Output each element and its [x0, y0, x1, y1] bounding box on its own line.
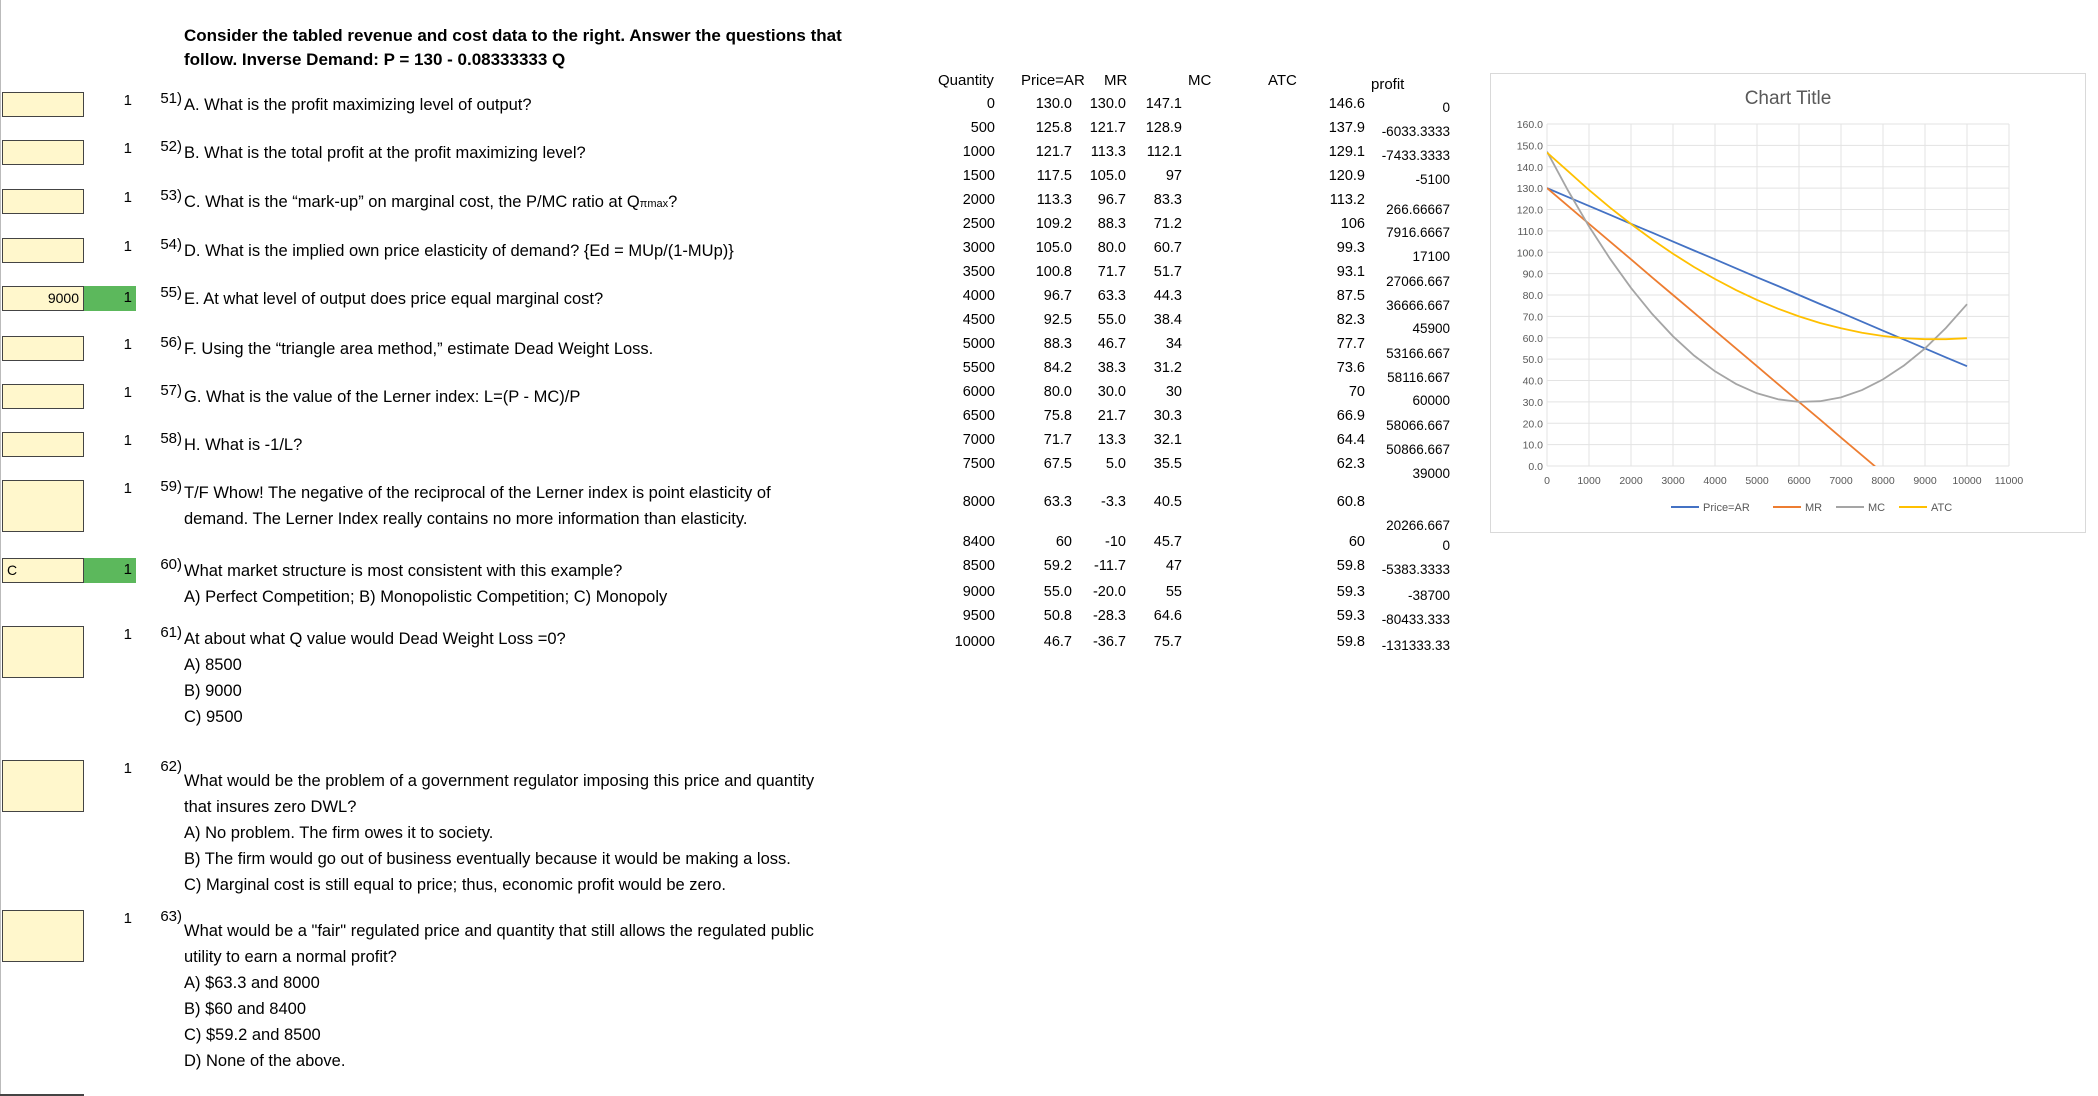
- table-cell: 93.1: [1336, 264, 1365, 280]
- table-cell: 67.5: [1043, 456, 1072, 472]
- table-cell: 88.3: [1043, 336, 1072, 352]
- points-cell: 1: [84, 558, 136, 583]
- question-line-text: G. What is the value of the Lerner index: L=(P - MC)/P: [184, 388, 581, 406]
- table-cell: 5500: [962, 360, 995, 376]
- table-cell: 10000: [954, 634, 995, 650]
- question-line-text: that insures zero DWL?: [184, 798, 357, 816]
- question-line-text: C) $59.2 and 8500: [184, 1026, 321, 1044]
- y-tick-label: 70.0: [1522, 311, 1543, 324]
- table-cell: 7000: [962, 432, 995, 448]
- table-cell: -36.7: [1092, 634, 1126, 650]
- question-line-text: A) $63.3 and 8000: [184, 974, 320, 992]
- table-cell: 71.7: [1043, 432, 1072, 448]
- table-cell: 128.9: [1145, 120, 1182, 136]
- question-line: [184, 944, 814, 970]
- question-line: [184, 238, 734, 264]
- question-line: [184, 652, 566, 678]
- question-line: [184, 92, 532, 118]
- table-cell: 58066.667: [1386, 418, 1450, 433]
- question-line-text: D) None of the above.: [184, 1052, 346, 1070]
- table-cell: 121.7: [1035, 144, 1072, 160]
- question-line-text: What would be the problem of a government regulator imposing this price and quantity: [184, 772, 815, 790]
- answer-value: C: [7, 562, 18, 578]
- y-tick-label: 140.0: [1516, 161, 1543, 174]
- answer-cell[interactable]: [2, 760, 84, 812]
- answer-value: 9000: [47, 290, 79, 306]
- answer-cell[interactable]: [2, 336, 84, 361]
- answer-cell[interactable]: [2, 238, 84, 263]
- subscript: πmax: [639, 198, 669, 210]
- table-cell: 62.3: [1336, 456, 1365, 472]
- answer-cell[interactable]: [2, 140, 84, 165]
- points-cell: 1: [123, 384, 132, 401]
- table-cell: 8500: [962, 558, 995, 574]
- table-cell: 129.1: [1328, 144, 1365, 160]
- table-cell: 71.7: [1097, 264, 1126, 280]
- question-line-text: B) 9000: [184, 682, 242, 700]
- points-cell: 1: [84, 286, 136, 311]
- question-text: [184, 336, 653, 362]
- table-cell: 130.0: [1089, 96, 1126, 112]
- table-cell: 60.8: [1336, 494, 1365, 510]
- table-cell: -38700: [1407, 588, 1450, 603]
- table-cell: 59.8: [1336, 634, 1365, 650]
- question-text: [184, 480, 771, 532]
- table-cell: 40.5: [1153, 494, 1182, 510]
- table-cell: 105.0: [1035, 240, 1072, 256]
- question-line: [184, 626, 566, 652]
- table-cell: 112.1: [1146, 144, 1182, 160]
- y-tick-label: 130.0: [1516, 183, 1543, 196]
- question-text: [184, 189, 677, 217]
- points-cell: 1: [123, 189, 132, 206]
- table-cell: 6000: [962, 384, 995, 400]
- question-line-text: F. Using the “triangle area method,” estimate Dead Weight Loss.: [184, 340, 654, 358]
- question-line: [184, 846, 814, 872]
- answer-cell[interactable]: [2, 432, 84, 457]
- question-line-text: C. What is the “mark-up” on marginal cost, the P/MC ratio at Q: [184, 193, 640, 211]
- legend-label: Price=AR: [1703, 502, 1750, 514]
- table-cell: 8000: [962, 494, 995, 510]
- question-line-text: T/F Whow! The negative of the reciprocal of the Lerner index is point elasticity of: [184, 484, 771, 502]
- table-cell: 75.7: [1153, 634, 1182, 650]
- table-cell: 7500: [962, 456, 995, 472]
- table-cell: 38.3: [1097, 360, 1126, 376]
- question-line: [184, 996, 814, 1022]
- table-header: Quantity: [938, 72, 994, 89]
- points-cell: 1: [123, 238, 132, 255]
- table-cell: 146.6: [1328, 96, 1365, 112]
- table-cell: 21.7: [1097, 408, 1126, 424]
- table-cell: 125.8: [1035, 120, 1072, 136]
- y-tick-label: 0.0: [1528, 461, 1543, 473]
- question-line: [184, 918, 814, 944]
- intro-line-1: Consider the tabled revenue and cost data to the right. Answer the questions that: [184, 26, 842, 45]
- table-cell: 59.2: [1043, 558, 1072, 574]
- table-cell: 6500: [962, 408, 995, 424]
- table-cell: 47: [1165, 558, 1182, 574]
- table-cell: 9500: [962, 608, 995, 624]
- question-line-text: H. What is -1/L?: [184, 436, 303, 454]
- table-cell: 50866.667: [1386, 442, 1450, 457]
- question-number: 63): [160, 908, 182, 925]
- table-cell: 109.2: [1035, 216, 1072, 232]
- table-cell: -11.7: [1094, 558, 1126, 574]
- table-cell: 113.3: [1036, 192, 1072, 208]
- chart-title: Chart Title: [1744, 88, 1832, 109]
- table-cell: 137.9: [1328, 120, 1365, 136]
- question-text: [184, 558, 667, 610]
- y-tick-label: 90.0: [1522, 268, 1543, 281]
- table-cell: -10: [1105, 534, 1126, 550]
- table-cell: 130.0: [1035, 96, 1072, 112]
- table-cell: -5383.3333: [1381, 562, 1450, 577]
- answer-cell[interactable]: [2, 286, 84, 311]
- question-text: [184, 92, 532, 118]
- points-cell: 1: [123, 760, 132, 777]
- y-tick-label: 60.0: [1522, 332, 1543, 345]
- question-line: [184, 480, 771, 506]
- table-cell: 46.7: [1043, 634, 1072, 650]
- table-cell: 46.7: [1097, 336, 1126, 352]
- table-cell: 34: [1165, 336, 1182, 352]
- y-tick-label: 30.0: [1522, 396, 1543, 409]
- answer-cell[interactable]: [2, 480, 84, 532]
- table-cell: 60: [1055, 534, 1072, 550]
- question-line: [184, 506, 771, 532]
- y-tick-label: 50.0: [1522, 354, 1543, 367]
- table-cell: 13.3: [1097, 432, 1126, 448]
- table-cell: 66.9: [1336, 408, 1365, 424]
- table-cell: -6033.3333: [1381, 124, 1450, 139]
- legend-label: MC: [1868, 502, 1886, 514]
- question-line: [184, 584, 667, 610]
- x-tick-label: 2000: [1619, 475, 1643, 487]
- question-text: [184, 432, 302, 458]
- table-cell: 500: [970, 120, 995, 136]
- question-line-text: demand. The Lerner Index really contains no more information than elasticity.: [184, 510, 748, 528]
- table-cell: 31.2: [1153, 360, 1182, 376]
- line-chart: [1491, 74, 2085, 532]
- question-line: [184, 820, 814, 846]
- question-line: [184, 970, 814, 996]
- table-cell: 17100: [1412, 249, 1450, 264]
- table-cell: 60.7: [1153, 240, 1182, 256]
- question-number: 62): [160, 758, 182, 775]
- table-cell: 20266.667: [1386, 518, 1450, 533]
- table-cell: -28.3: [1092, 608, 1126, 624]
- table-cell: 45900: [1412, 321, 1450, 336]
- table-cell: 55: [1165, 584, 1182, 600]
- question-line: [184, 384, 580, 410]
- y-tick-label: 120.0: [1516, 204, 1543, 217]
- table-cell: 30.0: [1097, 384, 1126, 400]
- table-cell: 30: [1165, 384, 1182, 400]
- question-number: 57): [160, 382, 182, 399]
- chart-frame: [1490, 73, 2086, 533]
- question-line-text: B. What is the total profit at the profit maximizing level?: [184, 144, 586, 162]
- table-cell: 1500: [962, 168, 995, 184]
- question-text: [184, 238, 734, 264]
- question-line-text: utility to earn a normal profit?: [184, 948, 397, 966]
- points-cell: 1: [123, 92, 132, 109]
- question-line: [184, 704, 566, 730]
- table-cell: 7916.6667: [1386, 225, 1450, 240]
- table-header: ATC: [1268, 72, 1297, 89]
- table-cell: 83.3: [1153, 192, 1182, 208]
- y-tick-label: 110.0: [1517, 225, 1543, 238]
- question-number: 54): [160, 236, 182, 253]
- question-line: [184, 768, 814, 794]
- question-line-text: D. What is the implied own price elasticity of demand? {Ed = MUp/(1-MUp)}: [184, 242, 734, 260]
- table-cell: 63.3: [1043, 494, 1072, 510]
- table-cell: 71.2: [1153, 216, 1182, 232]
- answer-cell[interactable]: [2, 910, 84, 962]
- y-tick-label: 100.0: [1516, 247, 1543, 260]
- question-line: [184, 678, 566, 704]
- table-cell: 0: [1442, 100, 1450, 115]
- table-cell: 99.3: [1336, 240, 1365, 256]
- question-number: 52): [160, 138, 182, 155]
- question-number: 59): [160, 478, 182, 495]
- table-cell: -131333.33: [1381, 638, 1450, 653]
- question-text: [184, 286, 603, 312]
- answer-cell[interactable]: [2, 92, 84, 117]
- question-line-text: A. What is the profit maximizing level of output?: [184, 96, 532, 114]
- table-cell: 55.0: [1043, 584, 1072, 600]
- table-cell: 147.1: [1145, 96, 1182, 112]
- table-cell: 80.0: [1097, 240, 1126, 256]
- question-line-text: A) No problem. The firm owes it to society.: [184, 824, 494, 842]
- y-tick-label: 10.0: [1522, 439, 1543, 452]
- x-tick-label: 7000: [1829, 475, 1853, 487]
- question-text: [184, 384, 580, 410]
- question-text: [184, 626, 566, 730]
- table-header: profit: [1371, 76, 1405, 93]
- table-cell: 5.0: [1105, 456, 1126, 472]
- x-tick-label: 10000: [1952, 475, 1982, 487]
- table-cell: 53166.667: [1386, 346, 1450, 361]
- points-cell: 1: [123, 140, 132, 157]
- table-cell: 59.3: [1336, 608, 1365, 624]
- answer-cell[interactable]: [2, 626, 84, 678]
- table-header: Price=AR: [1021, 72, 1085, 89]
- question-line-text: At about what Q value would Dead Weight Loss =0?: [184, 630, 566, 648]
- table-cell: -3.3: [1101, 494, 1126, 510]
- question-line: [184, 286, 603, 312]
- points-cell: 1: [123, 480, 132, 497]
- table-cell: 59.3: [1336, 584, 1365, 600]
- x-tick-label: 0: [1544, 475, 1550, 487]
- question-number: 61): [160, 624, 182, 641]
- table-cell: 9000: [962, 584, 995, 600]
- table-cell: 39000: [1412, 466, 1450, 481]
- question-line-text: B) $60 and 8400: [184, 1000, 307, 1018]
- table-cell: 96.7: [1043, 288, 1072, 304]
- table-cell: 60000: [1412, 393, 1450, 408]
- table-cell: 27066.667: [1386, 274, 1450, 289]
- question-line-text: C) 9500: [184, 708, 243, 726]
- table-cell: 113.3: [1090, 144, 1126, 160]
- table-cell: 88.3: [1097, 216, 1126, 232]
- question-line: [184, 794, 814, 820]
- table-cell: 59.8: [1336, 558, 1365, 574]
- question-line: [184, 336, 653, 362]
- points-cell: 1: [123, 432, 132, 449]
- points-cell: 1: [123, 910, 132, 927]
- y-tick-label: 40.0: [1522, 375, 1543, 388]
- table-cell: 96.7: [1097, 192, 1126, 208]
- table-cell: 3500: [962, 264, 995, 280]
- table-cell: 73.6: [1336, 360, 1365, 376]
- question-suffix: ?: [668, 193, 678, 211]
- x-tick-label: 1000: [1577, 475, 1601, 487]
- table-cell: -20.0: [1092, 584, 1126, 600]
- table-cell: 58116.667: [1387, 370, 1450, 385]
- table-cell: 105.0: [1089, 168, 1126, 184]
- question-line: [184, 872, 814, 898]
- table-cell: 35.5: [1153, 456, 1182, 472]
- question-line: [184, 432, 302, 458]
- answer-cell[interactable]: [2, 558, 84, 583]
- table-cell: 3000: [962, 240, 995, 256]
- table-cell: 87.5: [1336, 288, 1365, 304]
- question-number: 51): [160, 90, 182, 107]
- table-cell: 113.2: [1329, 192, 1365, 208]
- question-line: [184, 1048, 814, 1074]
- table-cell: 30.3: [1153, 408, 1182, 424]
- table-cell: 60: [1348, 534, 1365, 550]
- legend-label: MR: [1805, 502, 1823, 514]
- answer-cell[interactable]: [2, 384, 84, 409]
- table-cell: -7433.3333: [1381, 148, 1450, 163]
- question-line: [184, 140, 586, 166]
- table-cell: 82.3: [1336, 312, 1365, 328]
- table-cell: 0: [1442, 538, 1450, 553]
- table-cell: 77.7: [1336, 336, 1365, 352]
- table-cell: -5100: [1415, 172, 1450, 187]
- table-cell: 84.2: [1043, 360, 1072, 376]
- points-cell: 1: [123, 336, 132, 353]
- question-line-text: What market structure is most consistent with this example?: [184, 562, 623, 580]
- table-cell: 32.1: [1153, 432, 1182, 448]
- table-cell: 97: [1165, 168, 1182, 184]
- table-cell: 5000: [962, 336, 995, 352]
- question-text: [184, 140, 586, 166]
- table-cell: 0: [986, 96, 995, 112]
- table-header: MR: [1104, 72, 1128, 89]
- table-cell: 80.0: [1043, 384, 1072, 400]
- table-cell: 121.7: [1089, 120, 1126, 136]
- question-number: 55): [160, 284, 182, 301]
- table-cell: 55.0: [1097, 312, 1126, 328]
- y-tick-label: 160.0: [1516, 119, 1543, 131]
- y-tick-label: 20.0: [1522, 418, 1543, 431]
- table-cell: 2500: [962, 216, 995, 232]
- table-cell: 2000: [962, 192, 995, 208]
- table-cell: 75.8: [1043, 408, 1072, 424]
- answer-cell[interactable]: [2, 189, 84, 214]
- table-cell: 120.9: [1328, 168, 1365, 184]
- table-cell: 92.5: [1043, 312, 1072, 328]
- table-cell: 36666.667: [1386, 298, 1450, 313]
- legend-label: ATC: [1931, 502, 1953, 514]
- x-tick-label: 3000: [1661, 475, 1685, 487]
- table-cell: 38.4: [1153, 312, 1182, 328]
- intro-line-2: follow. Inverse Demand: P = 130 - 0.08333333 Q: [184, 50, 566, 69]
- x-tick-label: 9000: [1913, 475, 1937, 487]
- y-tick-label: 80.0: [1522, 290, 1543, 302]
- table-cell: 4500: [962, 312, 995, 328]
- question-text: [184, 768, 814, 898]
- table-cell: 117.5: [1036, 168, 1072, 184]
- table-cell: 44.3: [1153, 288, 1182, 304]
- question-line-text: C) Marginal cost is still equal to price; thus, economic profit would be zero.: [184, 876, 726, 894]
- table-header: MC: [1188, 72, 1212, 89]
- x-tick-label: 4000: [1703, 475, 1727, 487]
- question-line-text: What would be a "fair" regulated price and quantity that still allows the regulated public: [184, 922, 814, 940]
- table-cell: 100.8: [1035, 264, 1072, 280]
- question-line-text: A) Perfect Competition; B) Monopolistic Competition; C) Monopoly: [184, 588, 668, 606]
- table-cell: 64.6: [1153, 608, 1182, 624]
- table-cell: 51.7: [1153, 264, 1182, 280]
- x-tick-label: 6000: [1787, 475, 1811, 487]
- table-cell: 8400: [962, 534, 995, 550]
- question-number: 60): [160, 556, 182, 573]
- question-number: 53): [160, 187, 182, 204]
- points-cell: 1: [123, 626, 132, 643]
- x-tick-label: 8000: [1871, 475, 1895, 487]
- question-number: 56): [160, 334, 182, 351]
- question-line: [184, 558, 667, 584]
- question-text: [184, 918, 814, 1074]
- table-cell: -80433.333: [1381, 612, 1450, 627]
- x-tick-label: 5000: [1745, 475, 1769, 487]
- question-line-text: E. At what level of output does price equal marginal cost?: [184, 290, 604, 308]
- question-line-text: A) 8500: [184, 656, 242, 674]
- table-cell: 64.4: [1336, 432, 1365, 448]
- question-line: [184, 1022, 814, 1048]
- table-cell: 1000: [962, 144, 995, 160]
- table-cell: 45.7: [1153, 534, 1182, 550]
- table-cell: 266.66667: [1386, 202, 1450, 217]
- y-tick-label: 150.0: [1516, 140, 1543, 153]
- question-number: 58): [160, 430, 182, 447]
- question-line-text: B) The firm would go out of business eventually because it would be making a loss.: [184, 850, 791, 868]
- sheet-left-border: [0, 0, 1, 1096]
- question-line: [184, 189, 677, 217]
- table-cell: 4000: [962, 288, 995, 304]
- x-tick-label: 11000: [1994, 475, 2024, 487]
- table-cell: 106: [1340, 216, 1365, 232]
- table-cell: 63.3: [1097, 288, 1126, 304]
- table-cell: 70: [1348, 384, 1365, 400]
- table-cell: 50.8: [1043, 608, 1072, 624]
